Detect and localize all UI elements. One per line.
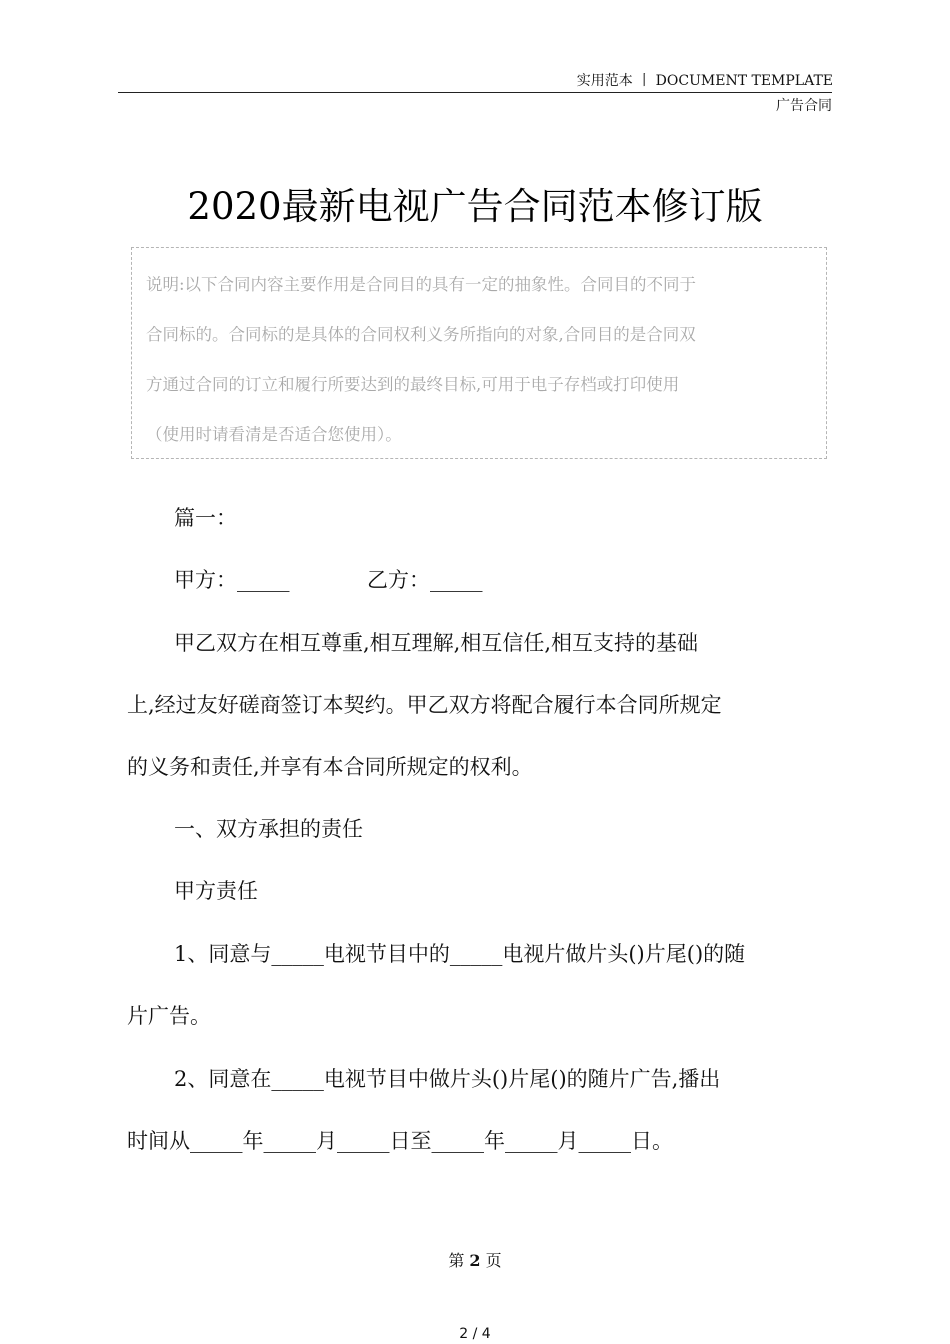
intro-paragraph-line: 的义务和责任,并享有本合同所规定的权利。 xyxy=(127,755,533,779)
notice-line: （使用时请看清是否适合您使用）。 xyxy=(146,425,402,444)
party-a-field: 甲方：_____ xyxy=(174,568,290,592)
document-title: 2020最新电视广告合同范本修订版 xyxy=(187,185,763,228)
intro-paragraph-line: 上,经过友好磋商签订本契约。甲乙双方将配合履行本合同所规定 xyxy=(127,693,722,717)
clause-heading: 一、双方承担的责任 xyxy=(174,817,363,841)
clause-item-line: 1、同意与_____电视节目中的_____电视片做片头()片尾()的随 xyxy=(174,942,746,966)
notice-box xyxy=(131,247,827,459)
intro-paragraph-line: 甲乙双方在相互尊重,相互理解,相互信任,相互支持的基础 xyxy=(174,631,699,655)
page-prefix: 第 xyxy=(448,1251,465,1270)
notice-line: 说明:以下合同内容主要作用是合同目的具有一定的抽象性。合同目的不同于 xyxy=(146,275,697,294)
page-number: 2 xyxy=(469,1251,481,1270)
header-category: 广告合同 xyxy=(776,98,832,114)
party-a-responsibility-heading: 甲方责任 xyxy=(174,879,258,903)
header-label: 实用范本 丨 DOCUMENT TEMPLATE xyxy=(576,73,833,89)
page-number-footer xyxy=(0,1248,950,1271)
clause-item-line: 时间从_____年_____月_____日至_____年_____月_____日。 xyxy=(127,1129,673,1153)
notice-line: 方通过合同的订立和履行所要达到的最终目标,可用于电子存档或打印使用 xyxy=(146,375,680,394)
header-divider xyxy=(118,92,832,93)
page-suffix: 页 xyxy=(485,1251,502,1270)
notice-line: 合同标的。合同标的是具体的合同权利义务所指向的对象,合同目的是合同双 xyxy=(146,325,696,344)
page-count: 2 / 4 xyxy=(459,1326,491,1342)
clause-item-line: 2、同意在_____电视节目中做片头()片尾()的随片广告,播出 xyxy=(174,1067,721,1091)
party-b-field: 乙方：_____ xyxy=(367,568,483,592)
section-heading: 篇一： xyxy=(174,506,237,530)
clause-item-line: 片广告。 xyxy=(127,1004,211,1028)
